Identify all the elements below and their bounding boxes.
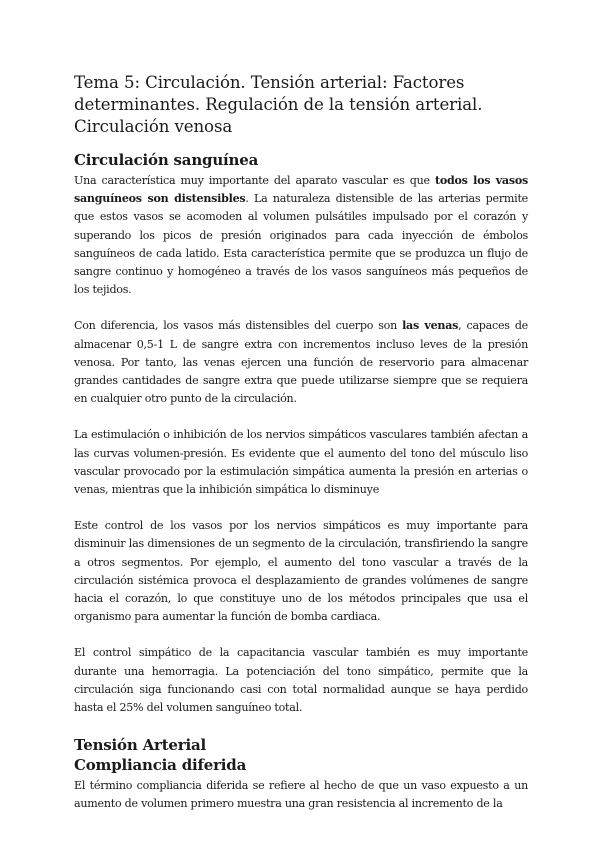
document-page — [74, 72, 528, 814]
paragraph-text: , capaces de almacenar 0,5-1 L de sangre extra con incrementos incluso leves de la presión venosa. Por tanto, las venas ejercen una función de reservorio para almacenar grandes cantidades de sangre extra que puede utilizarse siempre que se requiera en cualquier otro punto de la circulación. — [74, 319, 528, 406]
paragraph-text: . La naturaleza distensible de las arterias permite que estos vasos se acomoden al volumen pulsátiles impulsado por el corazón y superando los picos de presión originados para cada inyección de émbolos sanguíneos de cada latido. Esta característica permite que se produzca un flujo de sangre continuo y homogéneo a través de los vasos sanguíneos más pequeños de los tejidos. — [74, 192, 528, 297]
section-heading-compliancia-diferida: Compliancia diferida — [74, 756, 247, 775]
paragraph-bold-text: las venas — [402, 319, 459, 333]
paragraph — [74, 317, 528, 408]
paragraph-text: Una característica muy importante del aparato vascular es que — [74, 174, 435, 187]
paragraph: El control simpático de la capacitancia vascular también es muy importante durante una hemorragia. La potenciación del tono simpático, permite que la circulación siga funcionando casi con total normalidad aunque se haya perdido hasta el 25% del volumen sanguíneo total. — [74, 646, 528, 715]
document-title: Tema 5: Circulación. Tensión arterial: Factores determinantes. Regulación de la tensión arterial. Circulación venosa — [74, 73, 483, 136]
paragraph: El término compliancia diferida se refiere al hecho de que un vaso expuesto a un aumento de volumen primero muestra una gran resistencia al incremento de la — [74, 779, 528, 811]
paragraph-bold-text: todos los vasos sanguíneos son distensibles — [74, 174, 529, 206]
section-heading-tension-arterial: Tensión Arterial — [74, 736, 206, 755]
section-heading-circulacion-sanguinea: Circulación sanguínea — [74, 151, 259, 169]
paragraph — [74, 172, 528, 299]
paragraph: Este control de los vasos por los nervios simpáticos es muy importante para disminuir las dimensiones de un segmento de la circulación, transfiriendo la sangre a otros segmentos. Por ejemplo, el aumento del tono vascular a través de la circulación sistémica provoca el desplazamiento de grandes volúmenes de sangre hacia el corazón, lo que constituye uno de los métodos principales que usa el organismo para aumentar la función de bomba cardiaca. — [74, 519, 528, 624]
paragraph-text: Con diferencia, los vasos más distensibles del cuerpo son — [74, 319, 403, 333]
paragraph: La estimulación o inhibición de los nervios simpáticos vasculares también afectan a las curvas volumen-presión. Es evidente que el aumento del tono del músculo liso vascular provocado por la estimulación simpática aumenta la presión en arterias o venas, mientras que la inhibición simpática lo disminuye — [74, 428, 528, 497]
